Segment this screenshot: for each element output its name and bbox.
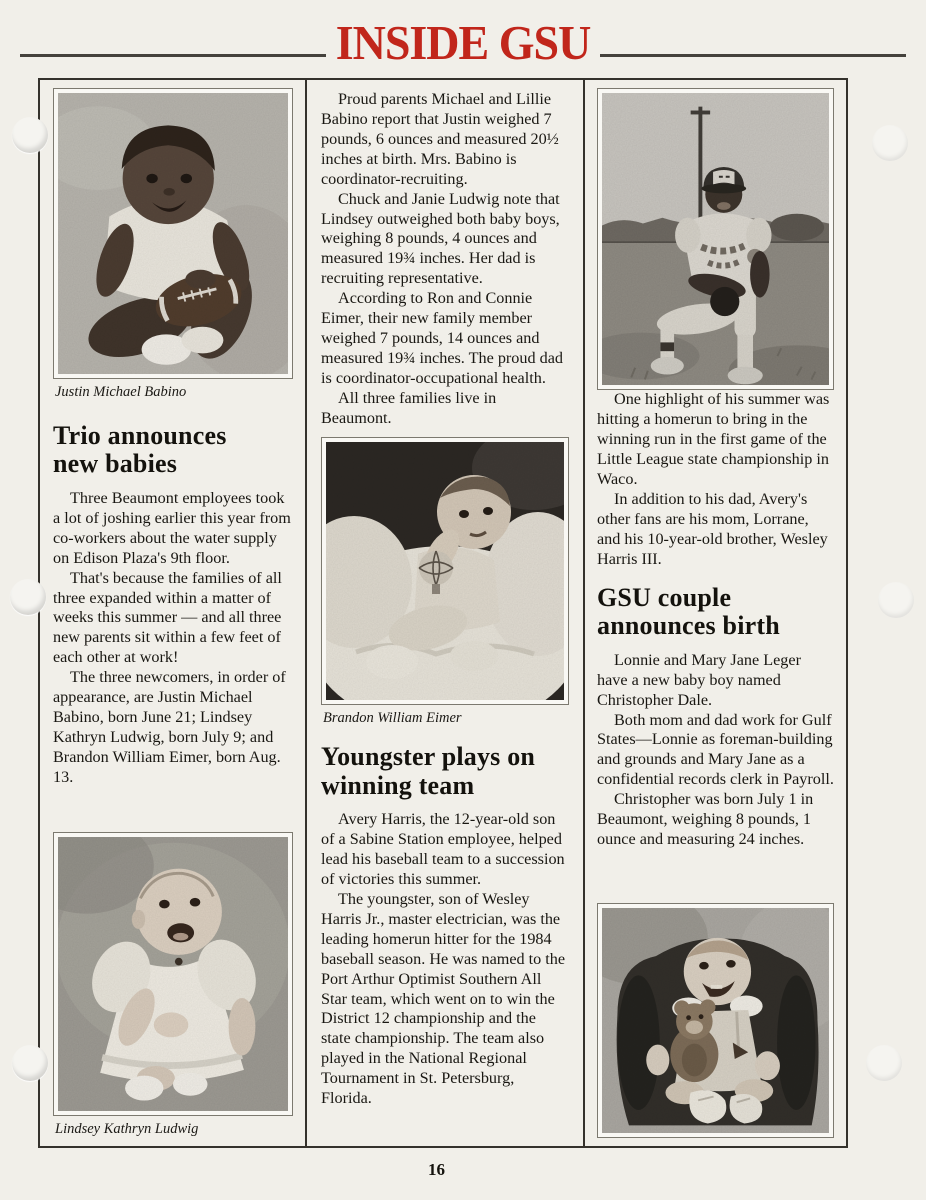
content-frame [38,78,848,1148]
photo-brandon-william-eimer [321,437,569,705]
laughing-baby-in-dress-illustration [58,837,288,1111]
paragraph-trio-2: That's because the families of all three expanded within a matter of weeks this summer — and all three new parents sit within a few feet of each other at work! [53,568,282,667]
paragraph-trio-7: All three families live in Beaumont. [321,388,497,427]
page-number: 16 [428,1160,445,1179]
masthead-title: INSIDE GSU [335,15,591,70]
masthead-rule-right [600,54,906,57]
photo-avery-harris [597,88,834,390]
punch-hole-right-middle [878,582,914,618]
punch-hole-left-bottom [12,1045,48,1081]
boy-in-baseball-uniform-illustration [602,93,829,385]
paragraph-trio-5: Chuck and Janie Ludwig note that Lindsey outweighed both baby boys, weighing 8 pounds, 4 ounces and measured 19¾ inches. Her dad is recruiting representative. [321,189,560,288]
paragraph-trio-3: The three newcomers, in order of appearance, are Justin Michael Babino, born June 21; Lindsey Kathryn Ludwig, born July 9; and Brandon William Eimer, born Aug. 13. [53,668,286,786]
paragraph-youngster-3: One highlight of his summer was hitting a homerun to bring in the winning run in the first game of the Little League state championship in Waco. [597,390,830,488]
baby-with-football-illustration [58,93,288,374]
paragraph-youngster-2: The youngster, son of Wesley Harris Jr., master electrician, was the leading homerun hitter for the 1984 baseball season. He was named to the Port Arthur Optimist Southern All Star team, which went on to win the District 12 championship and the state championship. The team also played in the National Regional Tournament in St. Petersburg, Florida. [321,889,566,1108]
photo-christopher-dale [597,903,834,1138]
caption-justin: Justin Michael Babino [55,384,187,401]
column-center [307,80,585,1146]
headline-youngster-plays: Youngster plays on winning team [321,742,536,800]
paragraph-couple-2: Both mom and dad work for Gulf States—Lonnie as foreman-building and grounds and Mary Jane as a confidential records clerk in Payroll. [597,710,834,789]
baby-with-stuffed-animal-illustration [602,908,829,1133]
caption-lindsey: Lindsey Kathryn Ludwig [55,1120,199,1137]
masthead [20,15,906,70]
caption-brandon: Brandon William Eimer [323,709,462,726]
column-right [585,80,846,1146]
paragraph-trio-1: Three Beaumont employees took a lot of joshing earlier this year from co-workers about the water supply on Edison Plaza's 9th floor. [53,488,291,567]
headline-trio-announces: Trio announces new babies [53,420,227,479]
paragraph-trio-4: Proud parents Michael and Lillie Babino report that Justin weighed 7 pounds, 6 ounces and measured 20½ inches at birth. Mrs. Babino is coordinator-recruiting. [321,90,559,188]
punch-hole-left-top [12,117,48,153]
punch-hole-left-middle [10,579,46,615]
headline-gsu-couple: GSU couple announces birth [597,582,780,641]
photo-justin-michael-babino [53,88,293,379]
paragraph-couple-1: Lonnie and Mary Jane Leger have a new baby boy named Christopher Dale. [597,650,801,709]
newborn-on-blanket-illustration [326,442,564,700]
punch-hole-right-bottom [866,1045,902,1081]
paragraph-trio-6: According to Ron and Connie Eimer, their new family member weighed 7 pounds, 14 ounces and measured 19¾ inches. The proud dad is coordinator-occupational health. [321,289,563,387]
punch-hole-right-top [872,125,908,161]
paragraph-couple-3: Christopher was born July 1 in Beaumont, weighing 8 pounds, 1 ounce and measuring 24 inches. [597,790,814,849]
paragraph-youngster-1: Avery Harris, the 12-year-old son of a Sabine Station employee, helped lead his baseball team to a succession of victories this summer. [321,810,565,889]
paragraph-youngster-4: In addition to his dad, Avery's other fans are his mom, Lorrane, and his 10-year-old brother, Wesley Harris III. [597,489,828,568]
photo-lindsey-kathryn-ludwig [53,832,293,1116]
column-left [40,80,307,1146]
masthead-rule-left [20,54,326,57]
